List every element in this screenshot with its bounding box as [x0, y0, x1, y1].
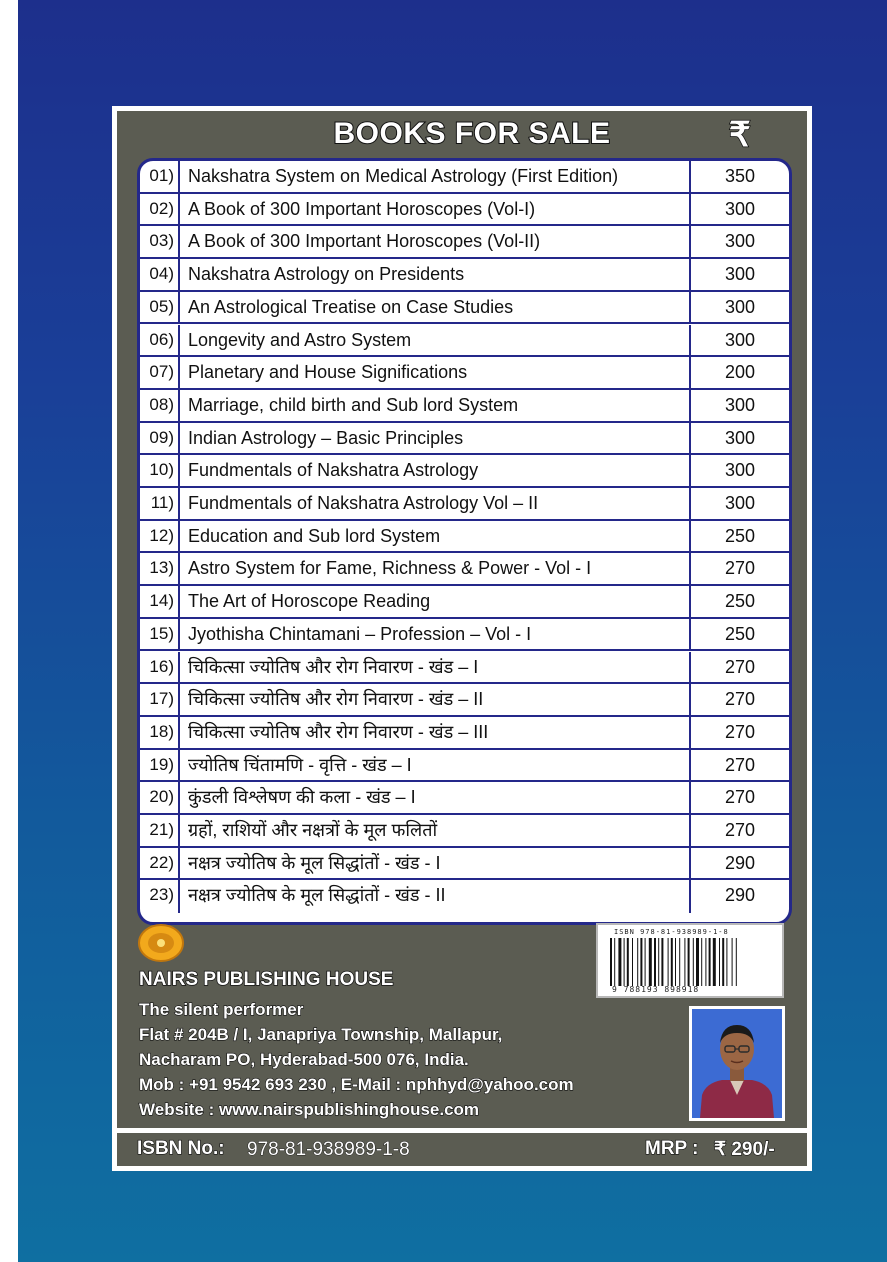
book-row [140, 782, 789, 815]
book-number: 04) [140, 259, 180, 290]
book-row [140, 259, 789, 292]
book-price: 300 [689, 488, 789, 519]
book-price: 270 [689, 717, 789, 748]
book-row [140, 815, 789, 848]
address-line-1: Flat # 204B / I, Janapriya Township, Mallapur, [139, 1025, 503, 1044]
book-title: Indian Astrology – Basic Principles [188, 427, 464, 448]
book-number: 17) [140, 684, 180, 715]
panel-background [117, 111, 807, 1128]
book-row [140, 161, 789, 194]
book-row [140, 619, 789, 652]
book-number: 02) [140, 194, 180, 225]
book-title: Jyothisha Chintamani – Profession – Vol - I [188, 623, 532, 644]
book-price: 300 [689, 325, 789, 356]
book-price: 300 [689, 455, 789, 486]
book-price: 270 [689, 750, 789, 781]
book-row [140, 423, 789, 456]
book-number: 13) [140, 553, 180, 584]
book-price: 250 [689, 619, 789, 650]
barcode-top-text: ISBN 978-81-938989-1-8 [614, 928, 729, 936]
book-row [140, 325, 789, 358]
book-title: Fundmentals of Nakshatra Astrology [188, 460, 479, 481]
address-line-2: Nacharam PO, Hyderabad-500 076, India. [139, 1050, 469, 1069]
book-number: 05) [140, 292, 180, 323]
book-title: A Book of 300 Important Horoscopes (Vol-II) [188, 231, 541, 252]
book-title: Nakshatra Astrology on Presidents [188, 264, 465, 285]
book-price: 270 [689, 652, 789, 683]
book-number: 22) [140, 848, 180, 879]
footer-bar [117, 1133, 807, 1166]
book-row [140, 750, 789, 783]
book-row [140, 586, 789, 619]
book-title: नक्षत्र ज्योतिष के मूल सिद्धांतों - खंड - II [188, 885, 446, 906]
book-title: Education and Sub lord System [188, 525, 441, 546]
book-row [140, 226, 789, 259]
book-list-table [137, 158, 792, 925]
book-title: An Astrological Treatise on Case Studies [188, 296, 514, 317]
book-price: 270 [689, 815, 789, 846]
book-number: 03) [140, 226, 180, 257]
book-number: 15) [140, 619, 180, 650]
book-title: कुंडली विश्लेषण की कला - खंड – I [188, 787, 416, 808]
book-number: 06) [140, 325, 180, 356]
contact-info: Mob : +91 9542 693 230 , E-Mail : nphhyd@yahoo.com [139, 1075, 574, 1094]
book-price: 300 [689, 292, 789, 323]
book-row [140, 455, 789, 488]
book-price: 250 [689, 586, 789, 617]
book-title: चिकित्सा ज्योतिष और रोग निवारण - खंड – II [188, 689, 484, 710]
mrp-value: ₹ 290/- [714, 1139, 775, 1160]
book-number: 20) [140, 782, 180, 813]
book-title: Nakshatra System on Medical Astrology (First Edition) [188, 166, 619, 186]
book-number: 11) [140, 488, 180, 519]
book-row [140, 880, 789, 913]
book-title: चिकित्सा ज्योतिष और रोग निवारण - खंड – III [188, 721, 489, 742]
book-row [140, 717, 789, 750]
rupee-symbol-heading: ₹ [729, 116, 751, 154]
book-price: 300 [689, 423, 789, 454]
publisher-name: NAIRS PUBLISHING HOUSE [139, 969, 394, 990]
book-number: 14) [140, 586, 180, 617]
isbn-value: 978-81-938989-1-8 [247, 1139, 410, 1160]
book-number: 18) [140, 717, 180, 748]
mrp-label: MRP : [645, 1138, 699, 1159]
barcode-bars [610, 938, 772, 986]
book-row [140, 194, 789, 227]
book-title: The Art of Horoscope Reading [188, 591, 431, 612]
book-number: 12) [140, 521, 180, 552]
book-row [140, 357, 789, 390]
book-title: Marriage, child birth and Sub lord System [188, 394, 519, 415]
author-photo [689, 1006, 785, 1121]
book-number: 10) [140, 455, 180, 486]
book-title: A Book of 300 Important Horoscopes (Vol-I) [188, 198, 536, 219]
book-price: 270 [689, 684, 789, 715]
book-price: 200 [689, 357, 789, 388]
book-price: 350 [689, 161, 789, 192]
book-title: नक्षत्र ज्योतिष के मूल सिद्धांतों - खंड - I [188, 852, 441, 873]
author-portrait-icon [692, 1009, 782, 1118]
book-price: 290 [689, 848, 789, 879]
book-price: 300 [689, 226, 789, 257]
book-row [140, 521, 789, 554]
book-row [140, 684, 789, 717]
book-number: 08) [140, 390, 180, 421]
book-title: ग्रहों, राशियों और नक्षत्रों के मूल फलितों [188, 820, 438, 840]
website-link: Website : www.nairspublishinghouse.com [139, 1100, 480, 1119]
book-price: 290 [689, 880, 789, 913]
book-price: 250 [689, 521, 789, 552]
book-number: 23) [140, 880, 180, 913]
publisher-tagline: The silent performer [139, 1000, 304, 1019]
book-number: 19) [140, 750, 180, 781]
book-price: 270 [689, 553, 789, 584]
book-row [140, 652, 789, 685]
book-number: 01) [140, 161, 180, 192]
book-price: 300 [689, 390, 789, 421]
book-row [140, 292, 789, 325]
book-title: Longevity and Astro System [188, 329, 412, 350]
book-row [140, 390, 789, 423]
book-number: 09) [140, 423, 180, 454]
isbn-label: ISBN No.: [137, 1138, 225, 1159]
book-title: चिकित्सा ज्योतिष और रोग निवारण - खंड – I [188, 656, 479, 677]
book-price: 270 [689, 782, 789, 813]
book-title: ज्योतिष चिंतामणि - वृत्ति - खंड – I [188, 754, 412, 775]
book-title: Fundmentals of Nakshatra Astrology Vol – II [188, 493, 539, 513]
book-row [140, 553, 789, 586]
book-price: 300 [689, 259, 789, 290]
book-number: 21) [140, 815, 180, 846]
isbn-barcode [596, 923, 784, 998]
book-row [140, 488, 789, 521]
content-panel [112, 106, 812, 1171]
publisher-logo-icon [137, 923, 185, 963]
book-price: 300 [689, 194, 789, 225]
book-title: Planetary and House Significations [188, 362, 468, 383]
book-title: Astro System for Fame, Richness & Power - Vol - I [188, 558, 592, 579]
book-number: 16) [140, 652, 180, 683]
book-number: 07) [140, 357, 180, 388]
barcode-number: 9 788193 898918 [612, 985, 700, 994]
book-row [140, 848, 789, 881]
books-for-sale-heading: BOOKS FOR SALE [333, 117, 611, 150]
